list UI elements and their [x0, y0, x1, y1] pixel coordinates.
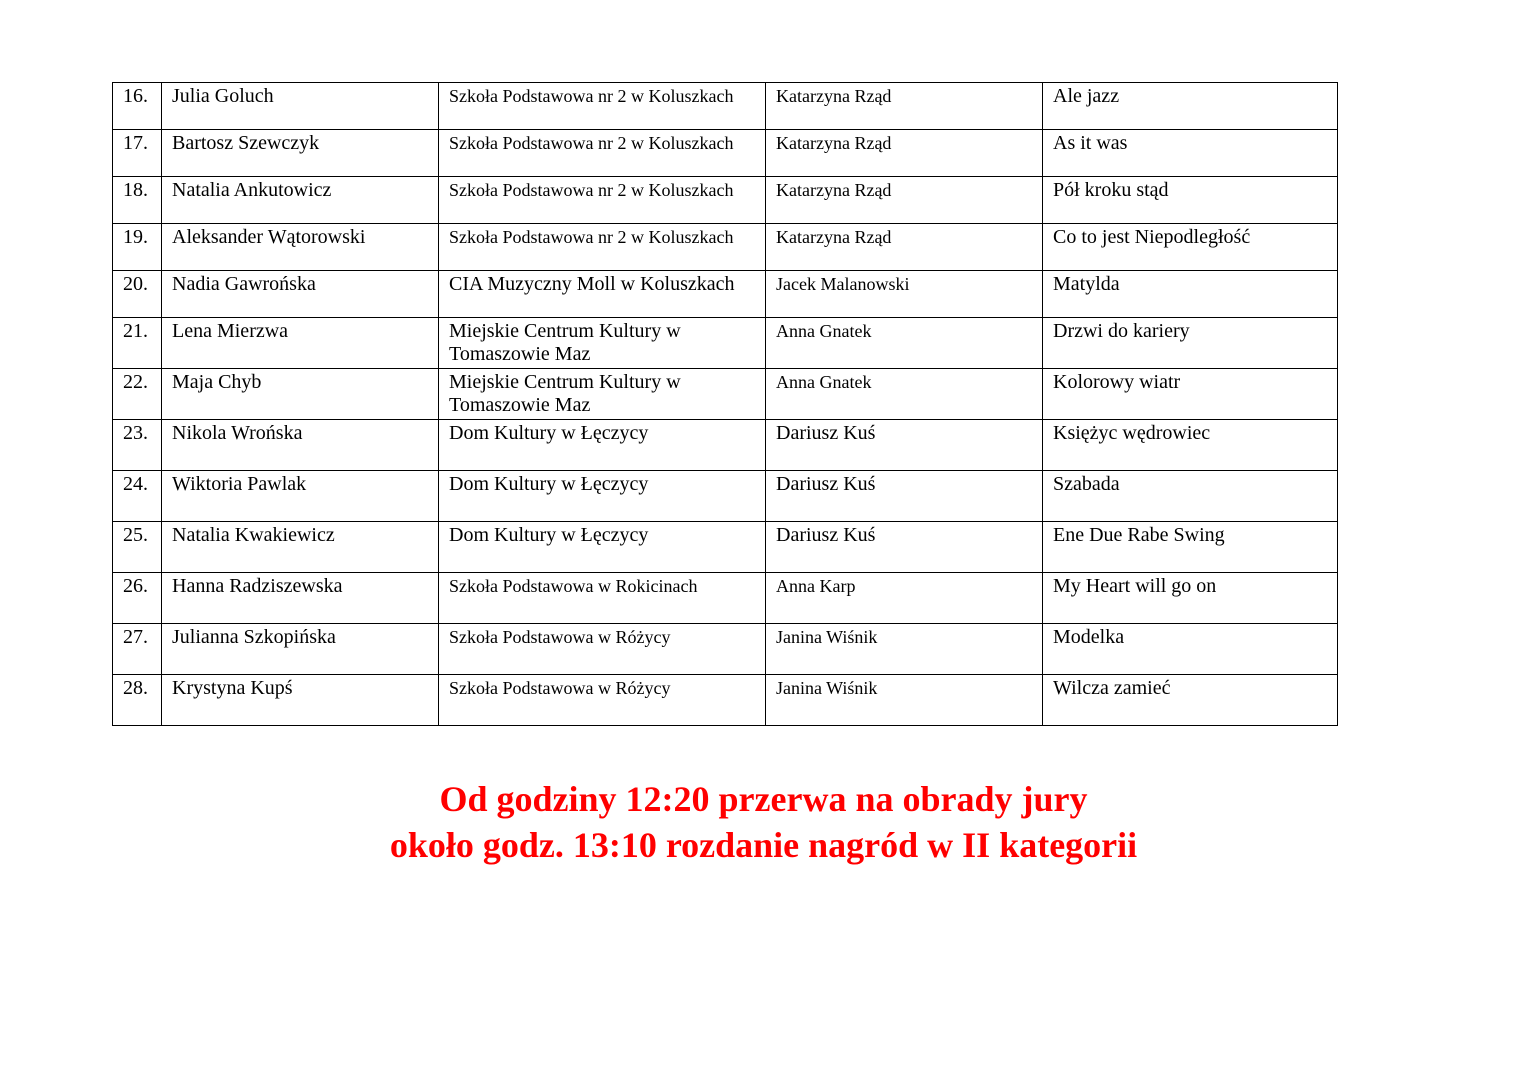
teacher-name: Jacek Malanowski — [776, 274, 910, 294]
song-title: Księżyc wędrowiec — [1053, 422, 1211, 444]
row-number: 17. — [123, 132, 148, 154]
row-number: 20. — [123, 273, 148, 295]
participant-name: Nadia Gawrońska — [172, 273, 316, 295]
row-number: 27. — [123, 626, 148, 648]
school-name-cell — [439, 624, 766, 675]
row-number-cell — [113, 369, 162, 420]
announcement-line-2: około godz. 13:10 rozdanie nagród w II kategorii — [389, 825, 1138, 865]
song-title-cell — [1043, 224, 1338, 271]
song-title-cell — [1043, 675, 1338, 726]
table-row — [113, 471, 1338, 522]
song-title: Ene Due Rabe Swing — [1053, 524, 1225, 546]
song-title-cell — [1043, 573, 1338, 624]
school-name: Szkoła Podstawowa nr 2 w Koluszkach — [449, 180, 734, 200]
row-number: 28. — [123, 677, 148, 699]
school-name: Dom Kultury w Łęczycy — [449, 473, 649, 495]
school-name-cell — [439, 177, 766, 224]
song-title-cell — [1043, 522, 1338, 573]
school-name: Dom Kultury w Łęczycy — [449, 524, 649, 546]
row-number-cell — [113, 130, 162, 177]
school-name-cell — [439, 522, 766, 573]
teacher-name: Katarzyna Rząd — [776, 86, 892, 106]
participant-name-cell — [162, 675, 439, 726]
school-name: Szkoła Podstawowa nr 2 w Koluszkach — [449, 227, 734, 247]
participant-name-cell — [162, 369, 439, 420]
school-name-cell — [439, 83, 766, 130]
row-number-cell — [113, 271, 162, 318]
teacher-name-cell — [766, 224, 1043, 271]
song-title-cell — [1043, 318, 1338, 369]
participants-table-body — [113, 83, 1338, 726]
row-number: 23. — [123, 422, 148, 444]
table-row — [113, 624, 1338, 675]
school-name: Szkoła Podstawowa nr 2 w Koluszkach — [449, 133, 734, 153]
school-name: Szkoła Podstawowa nr 2 w Koluszkach — [449, 86, 734, 106]
row-number: 19. — [123, 226, 148, 248]
song-title: Co to jest Niepodległość — [1053, 226, 1251, 248]
school-name-cell — [439, 224, 766, 271]
row-number-cell — [113, 573, 162, 624]
teacher-name-cell — [766, 177, 1043, 224]
table-row — [113, 271, 1338, 318]
school-name-cell — [439, 471, 766, 522]
teacher-name-cell — [766, 675, 1043, 726]
teacher-name: Dariusz Kuś — [776, 524, 876, 546]
table-row — [113, 675, 1338, 726]
announcement-line-1: Od godziny 12:20 przerwa na obrady jury — [439, 779, 1088, 819]
participant-name: Maja Chyb — [172, 371, 262, 393]
song-title: Matylda — [1053, 273, 1120, 295]
school-name: Szkoła Podstawowa w Rokicinach — [449, 576, 698, 596]
table-row — [113, 130, 1338, 177]
row-number-cell — [113, 420, 162, 471]
teacher-name-cell — [766, 471, 1043, 522]
participant-name: Wiktoria Pawlak — [172, 473, 307, 495]
row-number-cell — [113, 224, 162, 271]
row-number-cell — [113, 522, 162, 573]
row-number-cell — [113, 675, 162, 726]
row-number: 26. — [123, 575, 148, 597]
song-title-cell — [1043, 471, 1338, 522]
row-number-cell — [113, 624, 162, 675]
school-name: Miejskie Centrum Kultury w Tomaszowie Maz — [449, 371, 681, 416]
teacher-name: Anna Gnatek — [776, 372, 872, 392]
participant-name-cell — [162, 624, 439, 675]
row-number-cell — [113, 83, 162, 130]
song-title-cell — [1043, 177, 1338, 224]
table-row — [113, 420, 1338, 471]
song-title: As it was — [1053, 132, 1128, 154]
teacher-name-cell — [766, 318, 1043, 369]
participant-name: Lena Mierzwa — [172, 320, 289, 342]
song-title: Drzwi do kariery — [1053, 320, 1190, 342]
participant-name: Bartosz Szewczyk — [172, 132, 320, 154]
school-name-cell — [439, 675, 766, 726]
table-row — [113, 573, 1338, 624]
row-number: 16. — [123, 85, 148, 107]
teacher-name: Katarzyna Rząd — [776, 133, 892, 153]
table-row — [113, 177, 1338, 224]
row-number-cell — [113, 318, 162, 369]
row-number-cell — [113, 471, 162, 522]
teacher-name: Anna Karp — [776, 576, 856, 596]
participant-name-cell — [162, 83, 439, 130]
song-title-cell — [1043, 130, 1338, 177]
song-title: Pół kroku stąd — [1053, 179, 1169, 201]
participant-name-cell — [162, 573, 439, 624]
teacher-name-cell — [766, 271, 1043, 318]
school-name: Szkoła Podstawowa w Różycy — [449, 627, 671, 647]
song-title-cell — [1043, 271, 1338, 318]
participant-name-cell — [162, 471, 439, 522]
song-title-cell — [1043, 624, 1338, 675]
song-title: Kolorowy wiatr — [1053, 371, 1181, 393]
participants-table — [112, 82, 1338, 726]
school-name: Miejskie Centrum Kultury w Tomaszowie Maz — [449, 320, 681, 365]
school-name-cell — [439, 369, 766, 420]
teacher-name-cell — [766, 522, 1043, 573]
school-name-cell — [439, 130, 766, 177]
song-title: My Heart will go on — [1053, 575, 1217, 597]
row-number: 24. — [123, 473, 148, 495]
participant-name: Krystyna Kupś — [172, 677, 293, 699]
teacher-name-cell — [766, 573, 1043, 624]
teacher-name: Janina Wiśnik — [776, 627, 878, 647]
teacher-name: Katarzyna Rząd — [776, 180, 892, 200]
song-title: Szabada — [1053, 473, 1120, 495]
table-row — [113, 522, 1338, 573]
row-number: 22. — [123, 371, 148, 393]
participant-name: Julianna Szkopińska — [172, 626, 336, 648]
teacher-name-cell — [766, 130, 1043, 177]
participant-name: Nikola Wrońska — [172, 422, 303, 444]
school-name-cell — [439, 318, 766, 369]
participant-name: Julia Goluch — [172, 85, 274, 107]
participant-name: Aleksander Wątorowski — [172, 226, 366, 248]
participant-name-cell — [162, 271, 439, 318]
school-name: Szkoła Podstawowa w Różycy — [449, 678, 671, 698]
teacher-name-cell — [766, 83, 1043, 130]
song-title: Modelka — [1053, 626, 1125, 648]
row-number-cell — [113, 177, 162, 224]
teacher-name: Anna Gnatek — [776, 321, 872, 341]
table-row — [113, 224, 1338, 271]
participant-name: Natalia Ankutowicz — [172, 179, 332, 201]
table-row — [113, 369, 1338, 420]
song-title-cell — [1043, 420, 1338, 471]
row-number: 21. — [123, 320, 148, 342]
school-name-cell — [439, 420, 766, 471]
teacher-name: Katarzyna Rząd — [776, 227, 892, 247]
row-number: 25. — [123, 524, 148, 546]
participant-name-cell — [162, 224, 439, 271]
teacher-name-cell — [766, 420, 1043, 471]
participant-name-cell — [162, 130, 439, 177]
school-name-cell — [439, 271, 766, 318]
row-number: 18. — [123, 179, 148, 201]
participant-name-cell — [162, 522, 439, 573]
table-row — [113, 83, 1338, 130]
participant-name-cell — [162, 420, 439, 471]
participant-name: Natalia Kwakiewicz — [172, 524, 335, 546]
participant-name: Hanna Radziszewska — [172, 575, 343, 597]
song-title: Ale jazz — [1053, 85, 1120, 107]
teacher-name: Dariusz Kuś — [776, 473, 876, 495]
song-title-cell — [1043, 369, 1338, 420]
song-title-cell — [1043, 83, 1338, 130]
school-name-cell — [439, 573, 766, 624]
teacher-name: Dariusz Kuś — [776, 422, 876, 444]
participant-name-cell — [162, 318, 439, 369]
participant-name-cell — [162, 177, 439, 224]
song-title: Wilcza zamieć — [1053, 677, 1171, 699]
school-name: CIA Muzyczny Moll w Koluszkach — [449, 273, 735, 295]
teacher-name: Janina Wiśnik — [776, 678, 878, 698]
teacher-name-cell — [766, 624, 1043, 675]
teacher-name-cell — [766, 369, 1043, 420]
school-name: Dom Kultury w Łęczycy — [449, 422, 649, 444]
table-row — [113, 318, 1338, 369]
